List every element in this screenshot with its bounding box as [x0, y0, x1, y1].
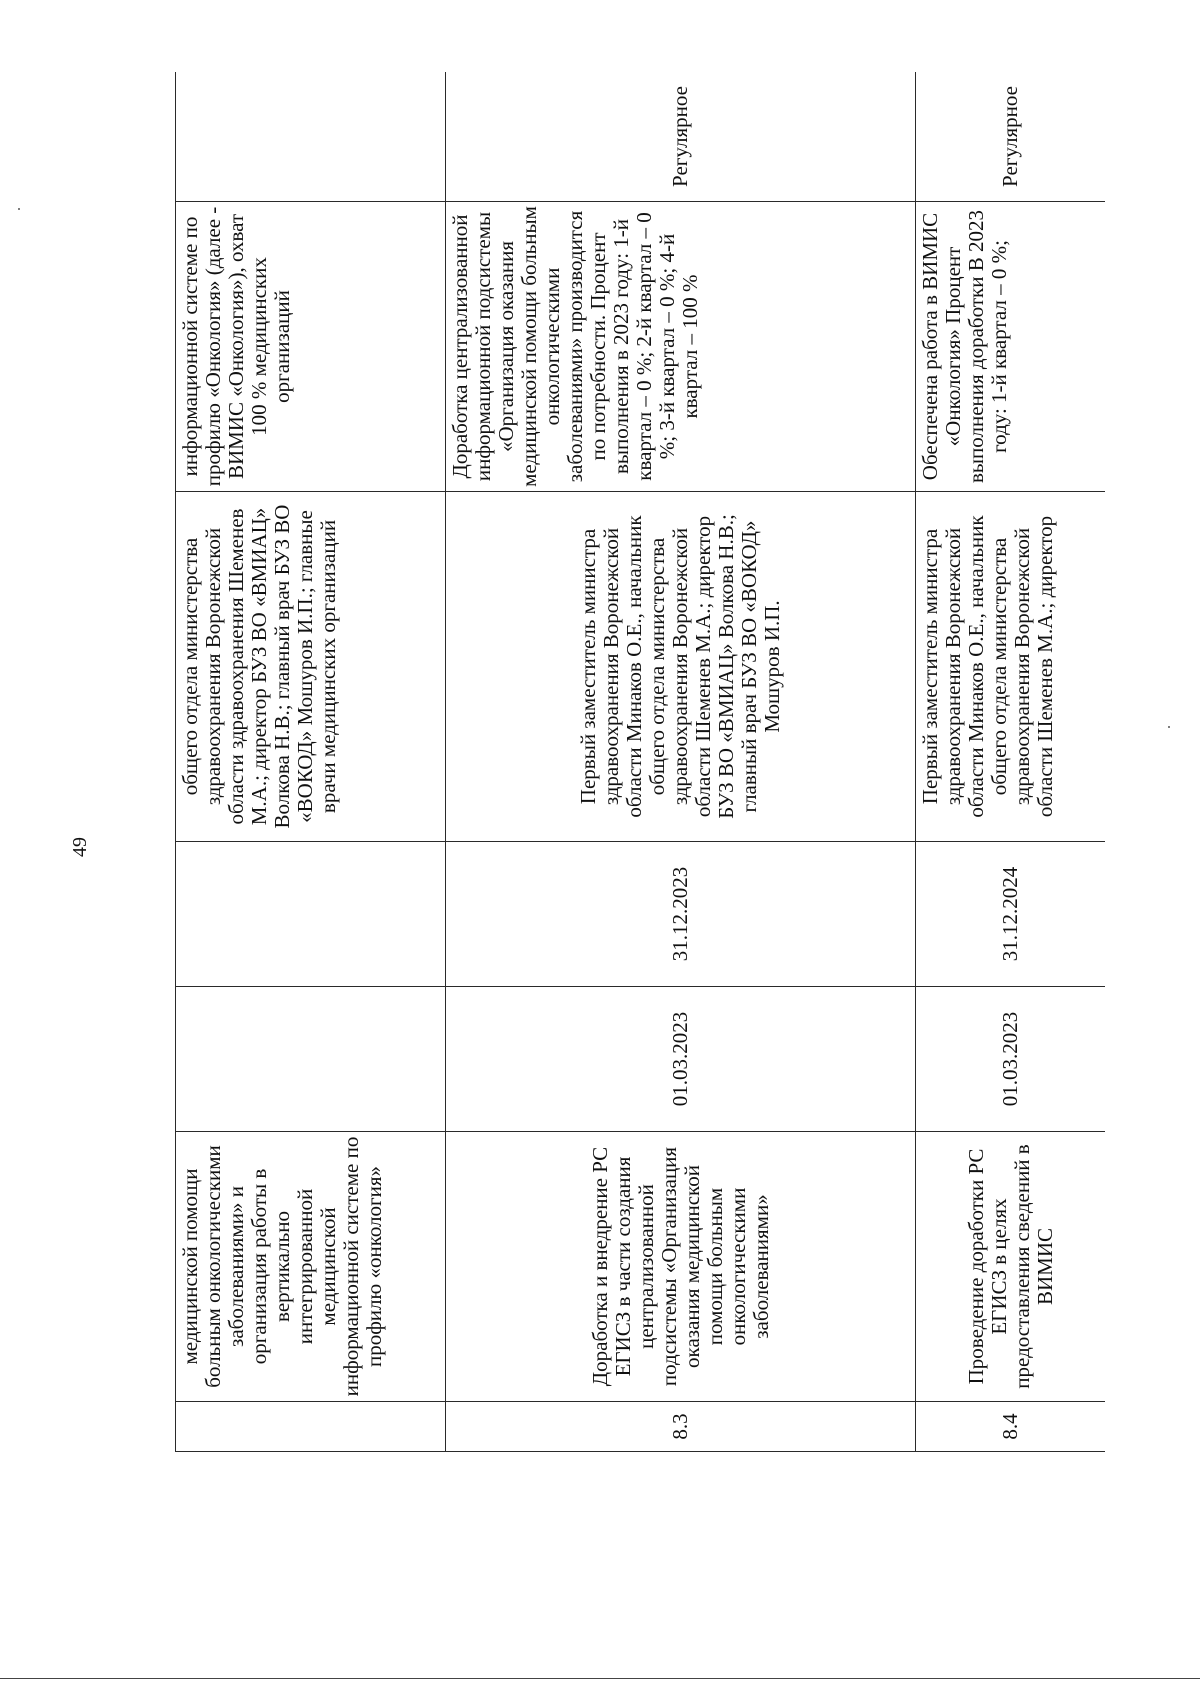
cell-start-date: [176, 987, 446, 1132]
cell-number: [176, 1402, 446, 1452]
scan-speck: [1168, 726, 1170, 728]
table-row: [446, 72, 916, 1452]
cell-start-date: 01.03.2023: [916, 987, 1106, 1132]
cell-start-date: 01.03.2023: [446, 987, 916, 1132]
scan-speck: [18, 208, 20, 210]
cell-activity-name: Проведение доработки РС ЕГИСЗ в целях предоставления сведений в ВИМИС: [916, 1132, 1106, 1402]
cell-number: 8.3: [446, 1402, 916, 1452]
cell-end-date: 31.12.2023: [446, 842, 916, 987]
cell-result: информационной системе по профилю «Онкология» (далее - ВИМИС «Онкология»), охват 100 % медицинских организаций: [176, 202, 446, 492]
page-number: 49: [69, 837, 91, 857]
page-bottom-rule: [0, 1678, 1200, 1679]
cell-type: [176, 72, 446, 202]
cell-number: 8.4: [916, 1402, 1106, 1452]
cell-type: Регулярное: [446, 72, 916, 202]
cell-activity-name: Доработка и внедрение РС ЕГИСЗ в части создания централизованной подсистемы «Организация оказания медицинской помощи больным онкологическими заболеваниями»: [446, 1132, 916, 1402]
cell-activity-name: медицинской помощи больным онкологическими заболеваниями» и организация работы в вертикально интегрированной медицинской информационной системе по профилю «онкология»: [176, 1132, 446, 1402]
plan-table: [175, 72, 1105, 1452]
cell-result: Обеспечена работа в ВИМИС «Онкология» Процент выполнения доработки В 2023 году: 1-й квартал – 0 %;: [916, 202, 1106, 492]
table-row: [916, 72, 1106, 1452]
table-viewport: [175, 72, 1105, 1452]
cell-end-date: [176, 842, 446, 987]
cell-end-date: 31.12.2024: [916, 842, 1106, 987]
table-row: [176, 72, 446, 1452]
cell-responsible: Первый заместитель министра здравоохранения Воронежской области Минаков О.Е., начальник общего отдела министерства здравоохранения Воронежской области Шеменев М.А.; директор: [916, 492, 1106, 842]
cell-type: Регулярное: [916, 72, 1106, 202]
cell-responsible: Первый заместитель министра здравоохранения Воронежской области Минаков О.Е., начальник общего отдела министерства здравоохранения Воронежской области Шеменев М.А.; директор БУЗ ВО «ВМИАЦ» Волкова Н.В.; главный врач БУЗ ВО «ВОКОД» Мошуров И.П.: [446, 492, 916, 842]
cell-responsible: общего отдела министерства здравоохранения Воронежской области здравоохранения Шеменев М.А.; директор БУЗ ВО «ВМИАЦ» Волкова Н.В.; главный врач БУЗ ВО «ВОКОД» Мошуров И.П.; главные врачи медицинских организаций: [176, 492, 446, 842]
cell-result: Доработка централизованной информационной подсистемы «Организация оказания медицинской помощи больным онкологическими заболеваниями» производится по потребности. Процент выполнения в 2023 году: 1-й квартал – 0 %; 2-й квартал – 0 %; 3-й квартал – 0 %; 4-й квартал – 100 %: [446, 202, 916, 492]
